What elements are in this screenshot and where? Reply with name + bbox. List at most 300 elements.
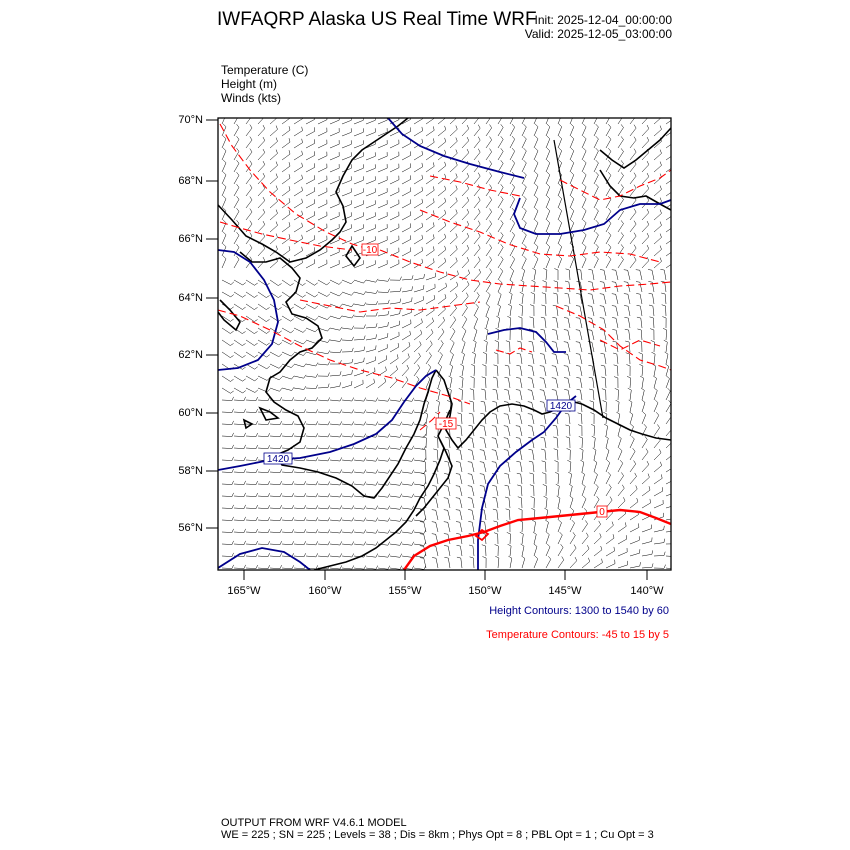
wind-barb <box>270 445 282 449</box>
wind-barb <box>318 140 327 148</box>
wind-barb <box>402 151 411 160</box>
wind-barb <box>222 541 234 545</box>
wind-barb <box>462 293 468 304</box>
wind-barb <box>558 508 561 520</box>
wind-barb <box>270 138 278 148</box>
wind-barb <box>330 327 342 330</box>
wind-barb <box>402 331 411 340</box>
wind-barb <box>556 484 560 496</box>
wind-barb <box>540 414 546 425</box>
wind-barb <box>354 358 364 364</box>
wind-barb <box>582 545 589 556</box>
wind-barb <box>318 373 330 377</box>
wind-barb <box>654 258 662 268</box>
wind-barb <box>654 539 665 544</box>
wind-barb <box>518 317 522 329</box>
wind-barb <box>294 187 303 196</box>
wind-barb <box>306 541 318 545</box>
wind-barb <box>618 172 624 184</box>
wind-barb <box>603 401 607 413</box>
wind-barb <box>258 376 270 380</box>
wind-barb <box>234 409 246 413</box>
wind-barb <box>552 366 558 376</box>
wind-barb <box>529 473 534 484</box>
wind-barb <box>534 172 538 184</box>
wind-barb <box>568 472 572 484</box>
wind-barb <box>462 245 469 256</box>
wind-barb <box>318 212 327 220</box>
wind-barb <box>642 221 649 232</box>
wind-barb <box>666 186 674 196</box>
wind-barb <box>576 377 582 388</box>
wind-barb <box>604 424 608 436</box>
lon-label-140: 140°W <box>630 585 664 597</box>
wind-barb <box>306 211 315 220</box>
wind-barb <box>459 388 463 400</box>
wind-barb <box>222 340 234 346</box>
wind-barb <box>330 541 342 545</box>
wind-barb <box>426 273 436 280</box>
wind-barb <box>366 446 378 450</box>
wind-barb <box>294 127 303 136</box>
wind-barb <box>420 534 426 544</box>
wind-barb <box>522 556 525 568</box>
wind-barb <box>438 294 446 304</box>
wind-barb <box>492 450 498 460</box>
wind-barb <box>354 380 363 388</box>
wind-barb <box>438 234 446 244</box>
lat-label-60: 60°N <box>178 407 203 419</box>
wind-barb <box>306 505 318 509</box>
wind-barb <box>628 388 632 400</box>
wind-barb <box>437 388 440 400</box>
wind-barb <box>378 278 390 282</box>
wind-barb <box>641 388 644 400</box>
wind-barb <box>638 341 642 352</box>
wind-barb <box>436 400 440 412</box>
wind-barb <box>378 311 389 316</box>
lat-label-56: 56°N <box>178 522 203 534</box>
wind-barb <box>450 293 457 304</box>
wind-barb <box>580 460 583 472</box>
wind-barb <box>541 305 546 316</box>
wind-barb <box>378 355 387 364</box>
wind-barb <box>270 388 282 391</box>
wind-barb <box>651 340 655 352</box>
wind-barb <box>468 498 474 508</box>
wind-barb <box>594 484 598 496</box>
wind-barb <box>342 359 353 364</box>
wind-barb <box>618 436 621 448</box>
wind-barb <box>474 316 478 328</box>
wind-barb <box>342 128 351 136</box>
wind-barb <box>624 317 630 328</box>
wind-barb <box>366 506 378 510</box>
wind-barb <box>570 136 574 148</box>
wind-barb <box>450 340 454 352</box>
wind-barb <box>520 532 524 544</box>
wind-barb <box>510 124 515 136</box>
wind-barb <box>318 236 327 244</box>
wind-barb <box>390 288 401 292</box>
wind-barb <box>516 390 522 400</box>
wind-barb <box>600 294 606 304</box>
wind-barb <box>516 426 522 436</box>
wind-barb <box>330 517 342 521</box>
wind-barb <box>469 545 474 556</box>
wind-barb <box>504 473 510 484</box>
wind-barb <box>306 433 318 437</box>
wind-barb <box>294 151 303 160</box>
wind-barb <box>258 125 265 136</box>
wind-barb <box>366 176 375 184</box>
wind-barb <box>234 232 239 244</box>
wind-barb <box>306 421 318 425</box>
wind-barb <box>486 173 492 185</box>
wind-barb <box>354 369 364 376</box>
wind-barb <box>342 176 351 184</box>
wind-barb <box>498 292 501 304</box>
wind-barb <box>342 398 354 402</box>
wind-barb <box>354 398 366 402</box>
wind-barb <box>546 532 549 544</box>
wind-barb <box>282 328 294 333</box>
wind-barb <box>246 292 258 298</box>
wind-barb <box>234 136 239 148</box>
latitude-labels <box>178 114 203 534</box>
wind-barb <box>426 352 432 364</box>
wind-barb <box>330 433 342 437</box>
wind-barb <box>258 173 265 184</box>
wind-barb <box>654 412 659 424</box>
wind-barb <box>474 173 480 184</box>
wind-barb <box>222 397 234 401</box>
wind-barb <box>642 233 649 244</box>
wind-barb <box>366 236 375 244</box>
wind-barb <box>553 437 558 448</box>
wind-barb <box>518 497 522 508</box>
wind-barb <box>558 136 562 148</box>
wind-barb <box>258 245 265 256</box>
wind-barb <box>234 445 246 449</box>
wind-barb <box>258 364 270 369</box>
wind-barb <box>522 184 526 196</box>
wind-barb <box>378 554 390 558</box>
wind-barb <box>564 342 570 352</box>
wind-barb <box>582 160 586 172</box>
wind-barb <box>234 505 246 509</box>
wind-barb <box>542 461 546 472</box>
wind-barb <box>630 461 636 473</box>
wind-barb <box>432 510 438 520</box>
wind-barb <box>306 304 318 309</box>
wind-barb <box>531 497 535 509</box>
wind-barb <box>630 562 641 568</box>
lat-label-64: 64°N <box>178 292 203 304</box>
wind-barb <box>444 498 450 508</box>
wind-barb <box>294 469 306 473</box>
wind-barb <box>606 448 609 460</box>
wind-barb <box>426 234 434 244</box>
wind-barb <box>444 546 450 557</box>
wind-barb <box>258 553 270 557</box>
wind-barb <box>378 260 387 268</box>
wind-barb <box>366 566 378 570</box>
wind-barb <box>306 493 318 497</box>
wind-barb <box>282 162 290 172</box>
wind-barb <box>354 410 366 414</box>
wind-barb <box>330 116 339 124</box>
wind-barb <box>414 187 423 196</box>
wind-barb <box>480 438 486 448</box>
wind-barb <box>294 433 306 437</box>
wind-barb <box>626 353 630 364</box>
wind-barb <box>616 400 620 412</box>
wind-barb <box>540 354 546 364</box>
wind-barb <box>366 422 378 426</box>
wind-barb <box>402 223 411 232</box>
wind-barb <box>533 532 536 544</box>
wind-barb <box>342 370 352 376</box>
wind-barb <box>460 364 463 376</box>
wind-barb <box>414 175 423 184</box>
wind-barb <box>474 257 480 268</box>
wind-barb <box>558 544 563 556</box>
wind-barb <box>246 137 252 148</box>
wind-barb <box>642 461 649 472</box>
wind-barb <box>366 482 378 486</box>
wind-barb <box>258 481 270 485</box>
wind-barb <box>294 364 306 367</box>
wind-barb <box>662 317 666 329</box>
wind-barb <box>642 161 649 172</box>
wind-barb <box>390 332 399 340</box>
wind-barb <box>270 505 282 509</box>
wind-barb <box>558 557 564 569</box>
wind-barb <box>558 196 562 208</box>
wind-barb <box>582 172 586 184</box>
wind-barb <box>414 330 422 340</box>
wind-barb <box>366 312 377 316</box>
wind-barb <box>414 341 421 352</box>
wind-barb <box>606 522 613 532</box>
wind-barb <box>422 461 427 472</box>
wind-barb <box>258 469 270 473</box>
wind-barb <box>342 292 354 295</box>
wind-barb <box>330 164 339 172</box>
wind-barb <box>618 148 624 160</box>
wind-barb <box>606 124 611 136</box>
wind-barb <box>480 450 486 460</box>
wind-barb <box>342 434 354 438</box>
wind-barb <box>498 196 503 208</box>
wind-barb <box>518 509 522 521</box>
wind-barb <box>222 529 234 533</box>
wind-barb <box>565 281 570 292</box>
wind-barb <box>468 462 474 472</box>
wind-barb <box>438 210 446 220</box>
wind-barb <box>282 316 294 321</box>
wind-barb <box>294 397 306 401</box>
wind-barb <box>258 209 265 220</box>
wind-barb <box>605 436 608 448</box>
wind-barb <box>456 486 462 496</box>
wind-barb <box>234 292 246 297</box>
wind-barb <box>579 436 583 448</box>
wind-barb <box>366 323 377 328</box>
wind-barb <box>588 365 594 376</box>
wind-barb <box>318 188 327 196</box>
wind-barb <box>492 485 498 496</box>
wind-barb <box>534 220 538 232</box>
wind-barb <box>342 470 354 474</box>
wind-barb <box>495 545 499 557</box>
wind-barb <box>270 469 282 473</box>
wind-barb <box>258 149 265 160</box>
wind-barb <box>246 388 258 393</box>
wind-barb <box>270 162 278 172</box>
wind-barb <box>594 124 598 136</box>
lon-label-150: 150°W <box>468 585 502 597</box>
wind-barb <box>378 116 387 124</box>
wind-barb <box>508 304 512 316</box>
wind-barb <box>462 304 468 316</box>
wind-barb <box>600 270 606 281</box>
wind-barb <box>498 208 503 220</box>
wind-barb <box>438 352 443 364</box>
wind-barb <box>306 139 315 148</box>
wind-barb <box>534 148 538 160</box>
wind-barb <box>354 140 363 148</box>
wind-barb <box>627 376 631 388</box>
wind-barb <box>630 473 637 484</box>
wind-barb <box>600 282 606 292</box>
wind-barb <box>246 340 258 346</box>
wind-barb <box>234 184 239 196</box>
wind-barb <box>378 506 390 510</box>
field-temperature: Temperature (C) <box>221 63 309 77</box>
wind-barb <box>450 210 457 221</box>
wind-barb <box>618 548 627 556</box>
wind-barb <box>414 211 423 220</box>
wind-barb <box>534 160 538 172</box>
wind-barb <box>294 386 306 389</box>
wind-barb <box>330 212 339 220</box>
wind-barb <box>601 365 606 376</box>
wind-barb <box>390 494 402 498</box>
wind-barb <box>510 160 515 172</box>
wind-barb <box>318 362 330 366</box>
wind-barb <box>222 328 234 334</box>
wind-barb <box>354 566 366 570</box>
wind-barb <box>342 506 354 510</box>
wind-barb <box>390 299 401 304</box>
wind-barb <box>246 469 258 473</box>
wind-barb <box>534 544 537 556</box>
wind-barb <box>474 149 480 160</box>
wind-barb <box>378 344 387 352</box>
wind-barb <box>402 286 413 292</box>
wind-barb <box>612 294 618 304</box>
wind-barb <box>654 210 662 220</box>
wind-barb <box>581 472 584 484</box>
wind-barb <box>282 493 294 497</box>
wind-barb <box>498 136 503 148</box>
wind-barb <box>654 400 658 412</box>
wind-barb <box>390 260 399 268</box>
wind-barb <box>558 124 562 136</box>
wind-barb <box>234 304 246 310</box>
wind-barb <box>414 446 426 450</box>
wind-barb <box>450 305 457 316</box>
wind-barb <box>546 148 550 160</box>
wind-barb <box>666 364 669 376</box>
wind-barb <box>366 260 375 268</box>
model-info-line-1: OUTPUT FROM WRF V4.6.1 MODEL <box>221 817 407 829</box>
wind-barb <box>378 140 387 148</box>
wind-barb <box>600 306 606 316</box>
wind-barb <box>426 198 434 208</box>
wind-barb <box>606 244 611 256</box>
wind-barb <box>246 304 258 310</box>
wind-barb <box>318 553 330 557</box>
wind-barb <box>270 565 282 569</box>
wind-barb <box>606 547 615 556</box>
wind-barb <box>294 328 306 332</box>
wind-barb <box>618 244 624 256</box>
wind-barb <box>494 365 499 376</box>
wind-barb <box>318 433 330 437</box>
wind-barb <box>493 377 498 388</box>
wind-barb <box>438 340 443 352</box>
wind-barb <box>654 565 666 569</box>
wind-barb <box>294 409 306 413</box>
wind-barb <box>342 422 354 426</box>
wind-barb <box>282 186 290 196</box>
wind-barb <box>342 140 351 148</box>
wind-barb <box>378 188 387 196</box>
wind-barb <box>516 414 522 424</box>
wind-barb <box>318 493 330 497</box>
wind-barb <box>486 304 490 316</box>
wind-barb <box>522 232 526 244</box>
wind-barb <box>342 494 354 498</box>
wind-barb <box>498 172 503 184</box>
wind-barb <box>402 410 414 414</box>
wind-barb <box>342 530 354 534</box>
wind-barb <box>402 422 414 426</box>
wind-barb <box>666 174 674 184</box>
wind-barb <box>629 400 632 412</box>
wind-barb <box>654 174 662 184</box>
wind-barb <box>554 449 558 460</box>
wind-barb <box>438 162 446 172</box>
wind-barb <box>506 341 510 352</box>
height-label-2: 1420 <box>549 401 573 412</box>
wind-barb <box>414 151 423 160</box>
wind-barb <box>558 220 562 232</box>
wind-barb <box>590 413 594 425</box>
wind-barb <box>457 545 463 556</box>
wind-barb <box>648 270 654 281</box>
wind-barb <box>553 425 558 436</box>
wind-barb <box>450 174 457 185</box>
wind-barb <box>222 136 226 148</box>
wind-barb <box>486 197 492 209</box>
wind-barb <box>420 558 426 568</box>
wind-barb <box>294 235 303 244</box>
wind-barb <box>306 445 318 449</box>
